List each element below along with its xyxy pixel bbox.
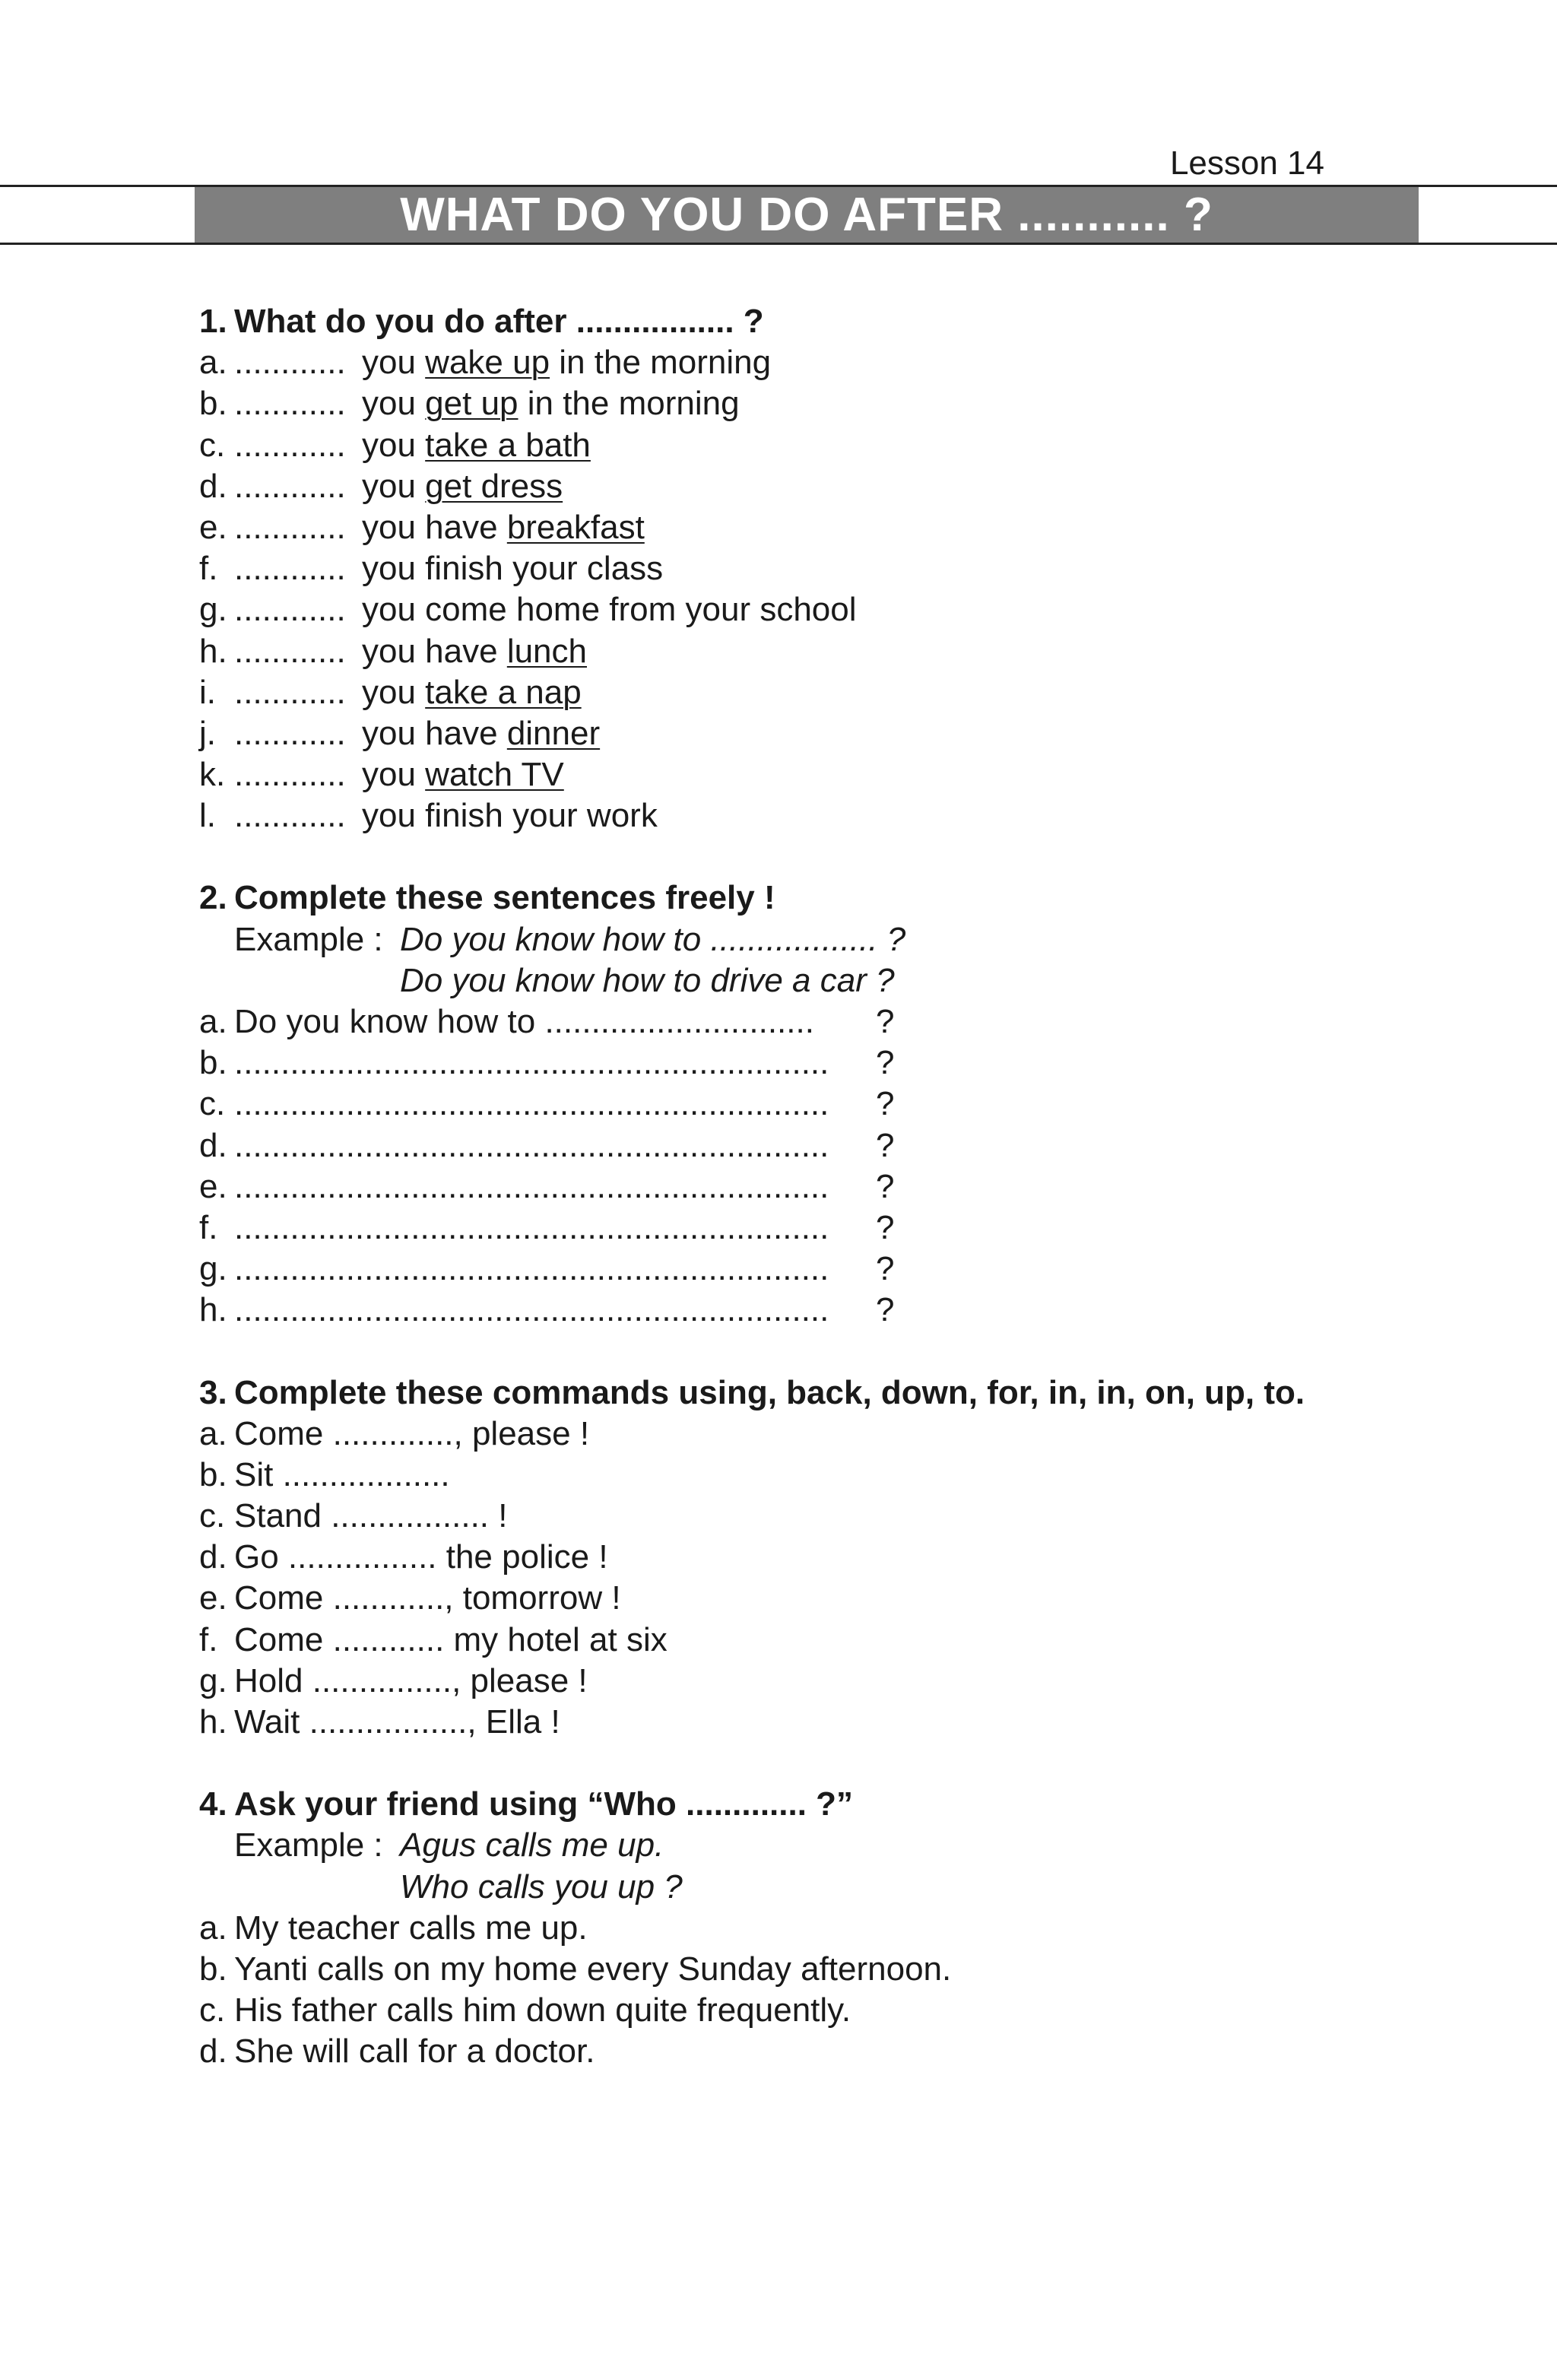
item-letter: e.	[199, 1579, 227, 1617]
item-letter: g.	[199, 1661, 227, 1699]
item-letter: b.	[199, 1044, 227, 1082]
answer-blank: ............	[234, 673, 346, 711]
section-2-list	[199, 1001, 1454, 1331]
item-text-end: in the morning	[518, 385, 740, 423]
underlined-phrase: watch TV	[425, 756, 564, 794]
example-label: Example :	[234, 920, 383, 958]
item-text: you have	[362, 714, 507, 752]
item-text: His father calls him down quite frequently.	[234, 1991, 851, 2029]
item-text: ................................................................	[234, 1291, 829, 1329]
item-letter: j.	[199, 714, 216, 752]
list-item	[199, 1249, 1454, 1290]
list-item	[199, 1661, 1454, 1702]
item-text-end: in the morning	[550, 344, 772, 382]
list-item	[199, 1496, 1454, 1537]
section-number: 3.	[199, 1373, 227, 1411]
item-text: ................................................................	[234, 1085, 829, 1123]
list-item	[199, 1166, 1454, 1207]
list-item	[199, 466, 1454, 507]
list-item	[199, 754, 1454, 795]
list-item	[199, 672, 1454, 713]
item-letter: c.	[199, 1085, 226, 1123]
section-heading-text: Ask your friend using “Who ............. ?”	[234, 1785, 854, 1823]
item-text: Hold ..............., please !	[234, 1661, 588, 1699]
list-item	[199, 1001, 1454, 1042]
item-text: you	[362, 344, 426, 382]
item-letter: d.	[199, 2033, 227, 2071]
item-text: Wait ................., Ella !	[234, 1703, 560, 1741]
item-letter: f.	[199, 1208, 218, 1246]
section-4-heading	[199, 1784, 1454, 1825]
item-text: you	[362, 673, 426, 711]
item-text: you	[362, 756, 426, 794]
item-letter: c.	[199, 426, 226, 464]
item-letter: h.	[199, 1703, 227, 1741]
list-item	[199, 342, 1454, 383]
answer-blank: ............	[234, 714, 346, 752]
answer-blank: ............	[234, 426, 346, 464]
item-text: ................................................................	[234, 1208, 829, 1246]
list-item	[199, 795, 1454, 836]
item-text: you finish your work	[362, 797, 658, 835]
item-text: She will call for a doctor.	[234, 2033, 595, 2071]
underlined-phrase: get up	[425, 385, 518, 423]
item-text: you come home from your school	[362, 591, 857, 629]
answer-blank: ............	[234, 756, 346, 794]
item-text: Come ............ my hotel at six	[234, 1620, 668, 1658]
question-mark: ?	[876, 1250, 895, 1288]
answer-blank: ............	[234, 385, 346, 423]
underlined-phrase: lunch	[506, 632, 587, 670]
page-title: WHAT DO YOU DO AFTER ........... ?	[195, 187, 1419, 243]
example-question: Do you know how to .................. ?	[400, 920, 906, 958]
item-text: My teacher calls me up.	[234, 1909, 588, 1947]
item-letter: b.	[199, 385, 227, 423]
list-item	[199, 1578, 1454, 1619]
item-letter: a.	[199, 344, 227, 382]
item-text: ................................................................	[234, 1044, 829, 1082]
item-text: ................................................................	[234, 1126, 829, 1164]
list-item	[199, 589, 1454, 630]
item-letter: f.	[199, 1620, 218, 1658]
question-mark: ?	[876, 1126, 895, 1164]
list-item	[199, 1990, 1454, 2031]
item-text: you have	[362, 508, 507, 546]
section-1-list	[199, 342, 1454, 836]
list-item	[199, 1414, 1454, 1455]
item-text: Yanti calls on my home every Sunday afternoon.	[234, 1950, 952, 1988]
item-letter: f.	[199, 550, 218, 588]
answer-blank: ............	[234, 508, 346, 546]
item-text: Do you know how to .............................	[234, 1003, 814, 1040]
underlined-phrase: take a nap	[425, 673, 582, 711]
underlined-phrase: breakfast	[506, 508, 645, 546]
list-item	[199, 1908, 1454, 1949]
list-item	[199, 1620, 1454, 1661]
item-text: Sit ..................	[234, 1455, 450, 1493]
item-letter: g.	[199, 591, 227, 629]
section-heading-text: Complete these commands using, back, down, for, in, in, on, up, to.	[234, 1373, 1305, 1411]
item-letter: h.	[199, 1291, 227, 1329]
section-4-example	[199, 1825, 1454, 1866]
answer-blank: ............	[234, 550, 346, 588]
underlined-phrase: dinner	[506, 714, 601, 752]
header-bottom-rule	[0, 243, 1557, 245]
item-letter: c.	[199, 1991, 226, 2029]
item-letter: b.	[199, 1455, 227, 1493]
item-letter: d.	[199, 1538, 227, 1576]
item-letter: k.	[199, 756, 226, 794]
question-mark: ?	[876, 1208, 895, 1246]
question-mark: ?	[876, 1044, 895, 1082]
answer-blank: ............	[234, 632, 346, 670]
section-heading-text: Complete these sentences freely !	[234, 879, 775, 917]
list-item	[199, 1702, 1454, 1743]
list-item	[199, 1207, 1454, 1249]
section-2-heading	[199, 877, 1454, 919]
underlined-phrase: get dress	[425, 467, 563, 505]
item-letter: g.	[199, 1250, 227, 1288]
question-mark: ?	[876, 1085, 895, 1123]
section-2-example	[199, 919, 1454, 960]
section-number: 1.	[199, 303, 227, 340]
section-heading-text: What do you do after ................. ?	[234, 303, 764, 340]
list-item	[199, 2031, 1454, 2072]
list-item	[199, 507, 1454, 548]
list-item	[199, 1125, 1454, 1166]
item-letter: i.	[199, 673, 216, 711]
example-answer: Do you know how to drive a car ?	[400, 961, 895, 999]
item-text: ................................................................	[234, 1167, 829, 1205]
list-item	[199, 713, 1454, 754]
list-item	[199, 1949, 1454, 1990]
list-item	[199, 1290, 1454, 1331]
list-item	[199, 1042, 1454, 1084]
item-letter: d.	[199, 1126, 227, 1164]
item-text: ................................................................	[234, 1250, 829, 1288]
item-text: you have	[362, 632, 507, 670]
answer-blank: ............	[234, 797, 346, 835]
item-letter: e.	[199, 1167, 227, 1205]
item-letter: a.	[199, 1414, 227, 1452]
underlined-phrase: wake up	[425, 344, 550, 382]
section-1-heading	[199, 301, 1454, 342]
item-letter: a.	[199, 1909, 227, 1947]
item-text: you	[362, 385, 426, 423]
underlined-phrase: take a bath	[425, 426, 591, 464]
item-letter: h.	[199, 632, 227, 670]
question-mark: ?	[876, 1167, 895, 1205]
section-3-list	[199, 1414, 1454, 1744]
example-label: Example :	[234, 1826, 383, 1864]
list-item	[199, 1455, 1454, 1496]
answer-blank: ............	[234, 344, 346, 382]
item-letter: c.	[199, 1497, 226, 1535]
answer-blank: ............	[234, 591, 346, 629]
item-text: you finish your class	[362, 550, 664, 588]
answer-blank: ............	[234, 467, 346, 505]
section-number: 4.	[199, 1785, 227, 1823]
question-mark: ?	[876, 1003, 895, 1040]
question-mark: ?	[876, 1291, 895, 1329]
list-item	[199, 548, 1454, 589]
section-4-list	[199, 1908, 1454, 2073]
item-letter: d.	[199, 467, 227, 505]
item-text: you	[362, 467, 426, 505]
section-3-heading	[199, 1372, 1454, 1414]
item-text: Come ............, tomorrow !	[234, 1579, 621, 1617]
section-number: 2.	[199, 879, 227, 917]
example-answer: Who calls you up ?	[400, 1868, 683, 1906]
item-letter: a.	[199, 1003, 227, 1040]
list-item	[199, 383, 1454, 424]
lesson-number: Lesson 14	[1169, 144, 1324, 182]
list-item	[199, 1537, 1454, 1578]
item-text: Stand ................. !	[234, 1497, 508, 1535]
item-letter: l.	[199, 797, 216, 835]
example-question: Agus calls me up.	[400, 1826, 664, 1864]
list-item	[199, 631, 1454, 672]
worksheet-body	[199, 301, 1454, 2073]
list-item	[199, 1084, 1454, 1125]
item-letter: e.	[199, 508, 227, 546]
item-letter: b.	[199, 1950, 227, 1988]
list-item	[199, 425, 1454, 466]
item-text: Go ................ the police !	[234, 1538, 608, 1576]
item-text: Come ............., please !	[234, 1414, 590, 1452]
item-text: you	[362, 426, 426, 464]
